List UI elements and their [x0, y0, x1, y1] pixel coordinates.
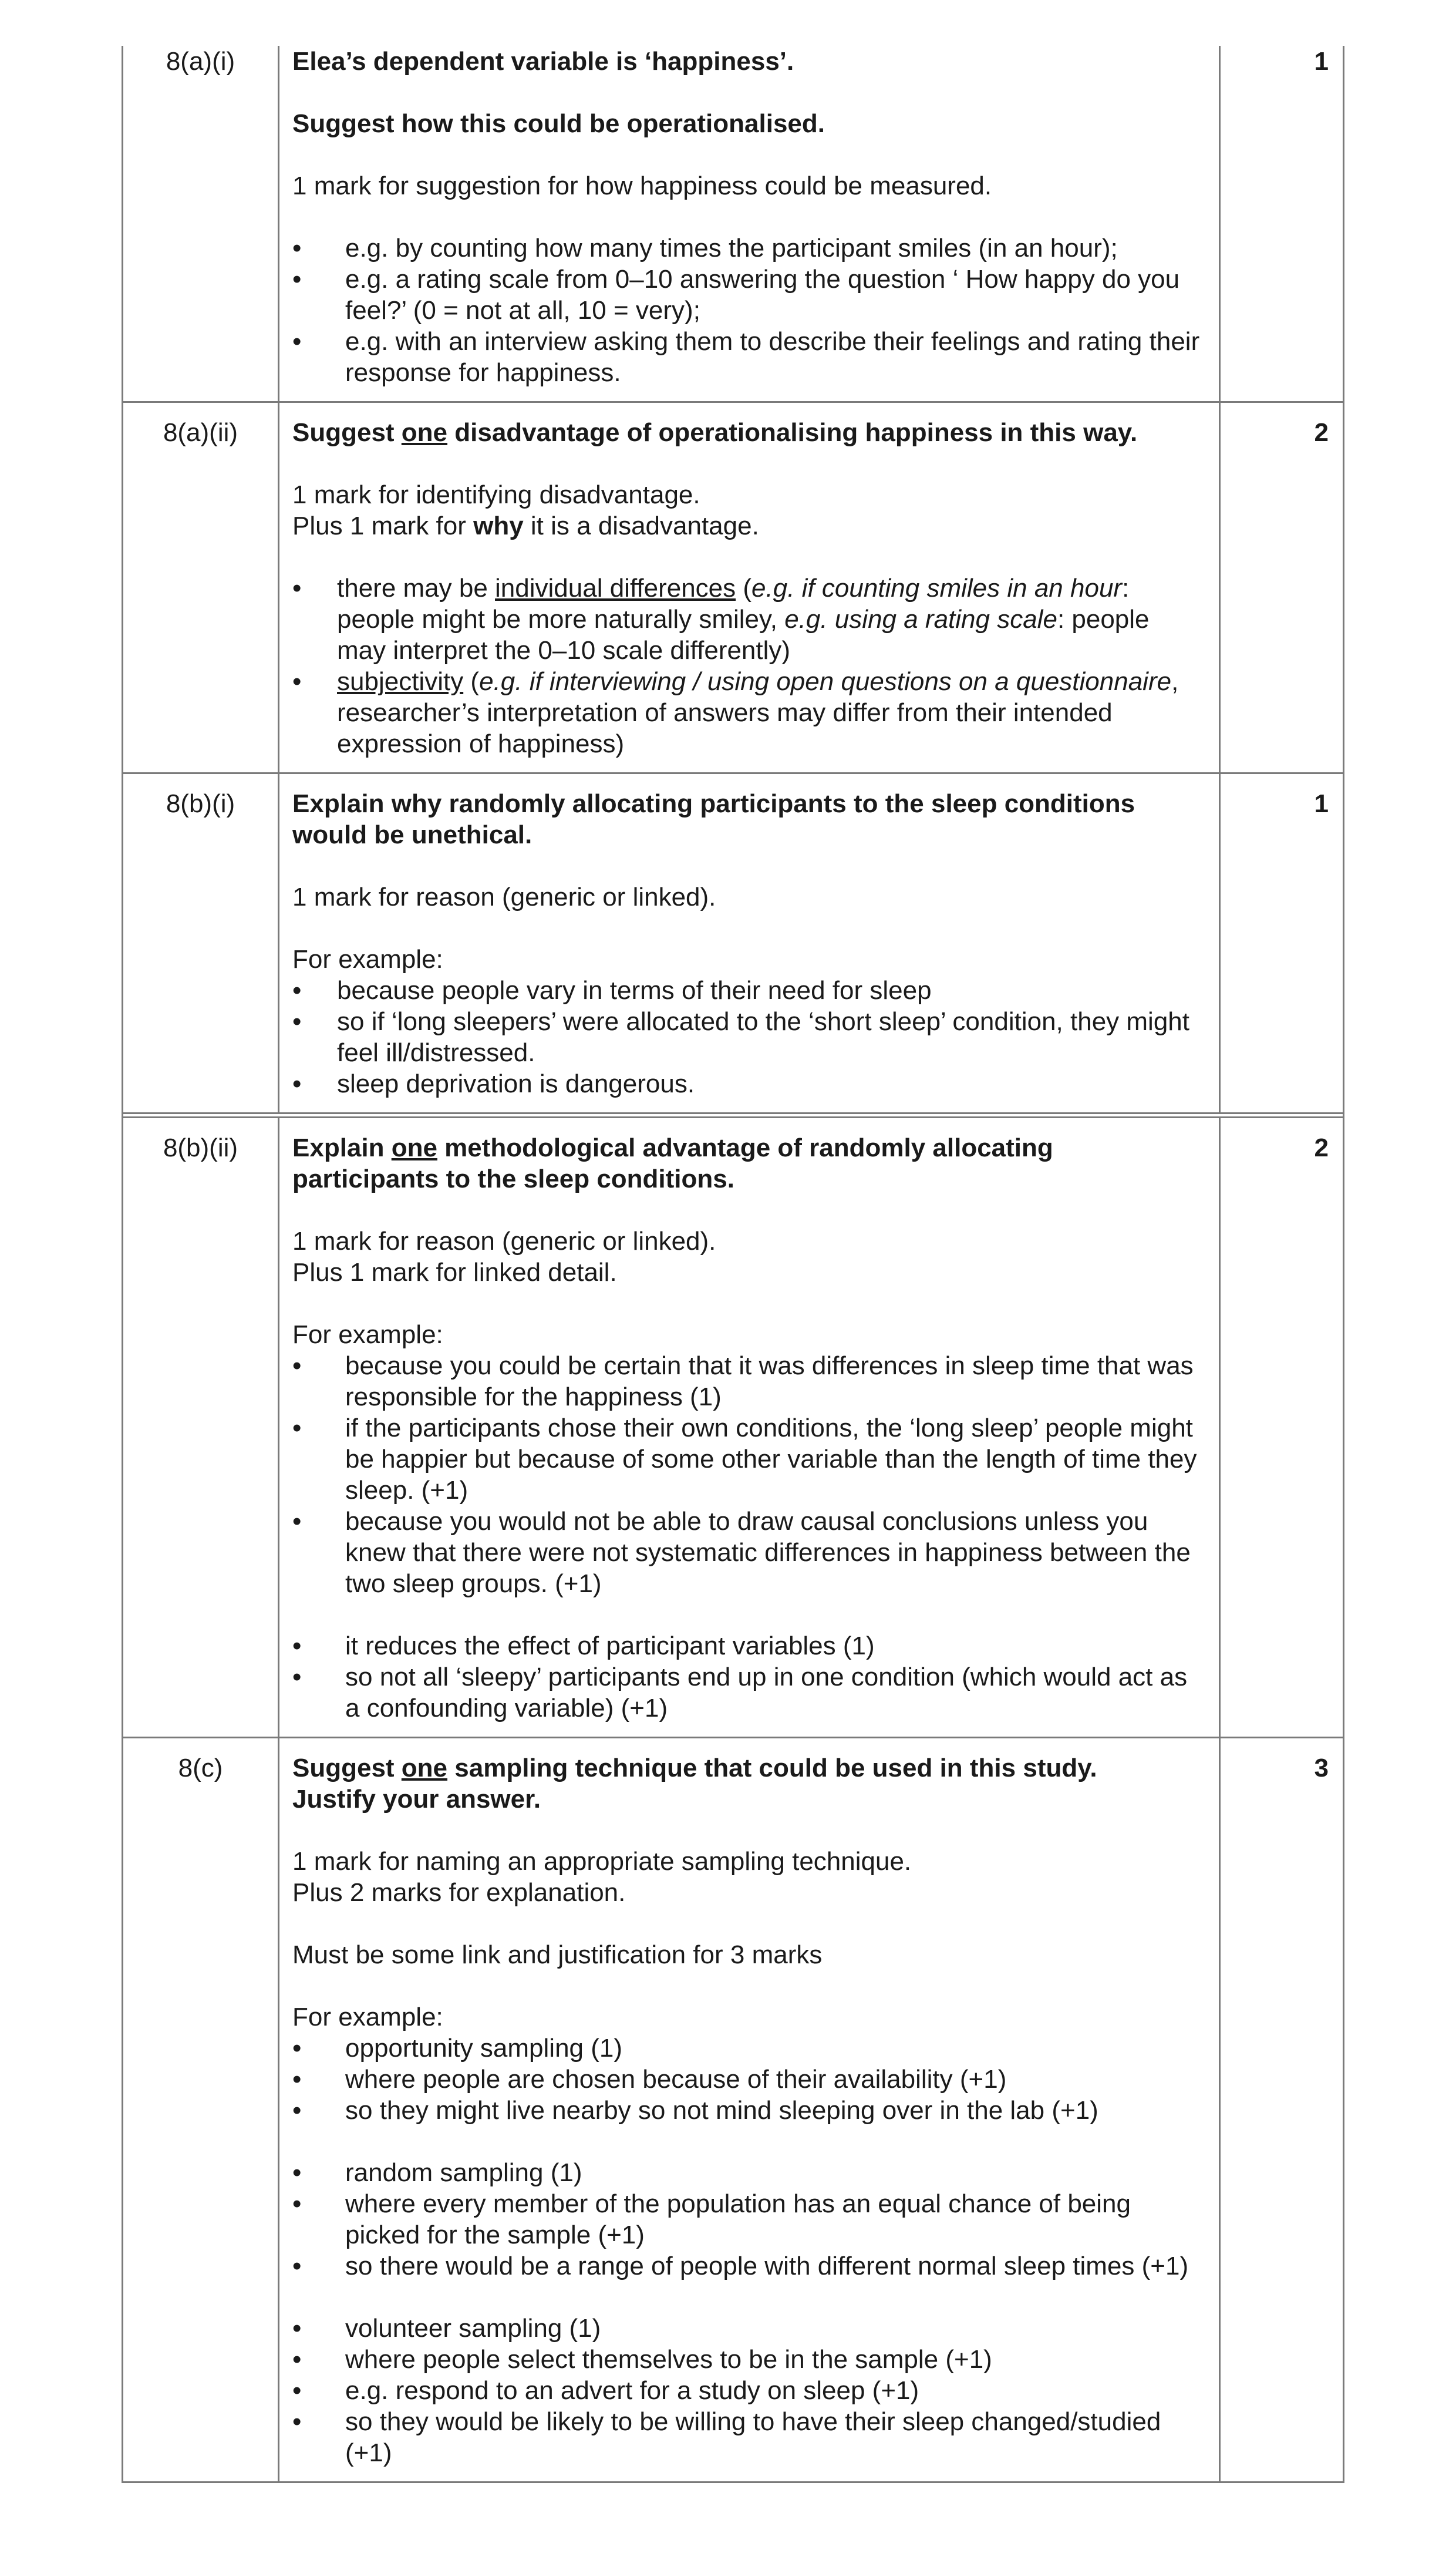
list-item: • because you could be certain that it was differences in sleep time that was responsible for the happiness (1) — [292, 1350, 1202, 1412]
list-item: • so if ‘long sleepers’ were allocated to the ‘short sleep’ condition, they might feel ill/distressed. — [292, 1006, 1202, 1068]
marks-value: 1 — [1314, 789, 1329, 818]
question-number: 8(a)(ii) — [123, 403, 279, 772]
bullet-list — [292, 1630, 1202, 1724]
list-item: • so not all ‘sleepy’ participants end up in one condition (which would act as a confounding variable) (+1) — [292, 1661, 1202, 1724]
question-text: Suggest how this could be operationalised. — [292, 109, 825, 138]
marking-guidance: Plus 2 marks for explanation. — [292, 1878, 626, 1907]
list-item: • opportunity sampling (1) — [292, 2033, 1202, 2064]
table-row — [123, 403, 1343, 774]
list-item: • where people select themselves to be in the sample (+1) — [292, 2344, 1202, 2375]
answer-cell — [279, 403, 1221, 772]
list-item: • e.g. a rating scale from 0–10 answering the question ‘ How happy do you feel?’ (0 = not at all, 10 = very); — [292, 264, 1202, 326]
question-number: 8(c) — [123, 1738, 279, 2481]
bullet-list — [292, 1350, 1202, 1599]
example-label: For example: — [292, 2003, 443, 2031]
marks-value: 2 — [1314, 1133, 1329, 1162]
table-row — [123, 1118, 1343, 1738]
answer-cell — [279, 774, 1221, 1112]
question-text: Elea’s dependent variable is ‘happiness’. — [292, 47, 794, 76]
question-text: Justify your answer. — [292, 1785, 541, 1814]
question-number: 8(b)(ii) — [123, 1118, 279, 1737]
marking-guidance: 1 mark for naming an appropriate sampling technique. — [292, 1847, 912, 1876]
bullet-list — [292, 573, 1202, 759]
bullet-list — [292, 2313, 1202, 2468]
list-item: • e.g. by counting how many times the participant smiles (in an hour); — [292, 233, 1202, 264]
question-text: Suggest one sampling technique that could be used in this study. — [292, 1754, 1097, 1782]
answer-cell — [279, 1738, 1221, 2481]
list-item: • because people vary in terms of their need for sleep — [292, 975, 1202, 1006]
list-item: • random sampling (1) — [292, 2157, 1202, 2188]
list-item: • e.g. with an interview asking them to describe their feelings and rating their response for happiness. — [292, 326, 1202, 388]
list-item: • so they might live nearby so not mind sleeping over in the lab (+1) — [292, 2095, 1202, 2126]
table-row — [123, 774, 1343, 1118]
example-label: For example: — [292, 1320, 443, 1349]
marking-guidance: 1 mark for identifying disadvantage. — [292, 480, 700, 509]
list-item: • there may be individual differences (e.g. if counting smiles in an hour: people might be more naturally smiley, e.g. using a rating scale: people may interpret the 0–10 scale differently) — [292, 573, 1202, 666]
bullet-list — [292, 2033, 1202, 2126]
list-item: • subjectivity (e.g. if interviewing / using open questions on a questionnaire, researcher’s interpretation of answers may differ from their intended expression of happiness) — [292, 666, 1202, 759]
question-text: Explain one methodological advantage of randomly allocating participants to the sleep conditions. — [292, 1133, 1053, 1193]
list-item: • so there would be a range of people with different normal sleep times (+1) — [292, 2250, 1202, 2282]
marks-value: 2 — [1314, 418, 1329, 447]
marking-guidance: Must be some link and justification for 3 marks — [292, 1940, 823, 1969]
marking-guidance: 1 mark for reason (generic or linked). — [292, 1227, 716, 1256]
marking-guidance: Plus 1 mark for why it is a disadvantage. — [292, 512, 759, 540]
list-item: • where people are chosen because of their availability (+1) — [292, 2064, 1202, 2095]
question-text: Suggest one disadvantage of operationalising happiness in this way. — [292, 418, 1138, 447]
list-item: • so they would be likely to be willing to have their sleep changed/studied (+1) — [292, 2406, 1202, 2468]
list-item: • if the participants chose their own conditions, the ‘long sleep’ people might be happier but because of some other variable than the length of time they sleep. (+1) — [292, 1412, 1202, 1506]
question-number: 8(a)(i) — [123, 46, 279, 401]
list-item: • sleep deprivation is dangerous. — [292, 1068, 1202, 1099]
marking-guidance: 1 mark for reason (generic or linked). — [292, 883, 716, 911]
marking-guidance: Plus 1 mark for linked detail. — [292, 1258, 617, 1287]
example-label: For example: — [292, 945, 443, 974]
answer-cell — [279, 46, 1221, 401]
table-row — [123, 46, 1343, 403]
list-item: • it reduces the effect of participant variables (1) — [292, 1630, 1202, 1661]
question-text: Explain why randomly allocating participants to the sleep conditions would be unethical. — [292, 789, 1135, 849]
list-item: • because you would not be able to draw causal conclusions unless you knew that there were not systematic differences in happiness between the two sleep groups. (+1) — [292, 1506, 1202, 1599]
list-item: • volunteer sampling (1) — [292, 2313, 1202, 2344]
mark-scheme-table — [122, 46, 1344, 2483]
marks-value: 3 — [1314, 1754, 1329, 1782]
bullet-list — [292, 975, 1202, 1099]
list-item: • e.g. respond to an advert for a study on sleep (+1) — [292, 2375, 1202, 2406]
bullet-list — [292, 233, 1202, 388]
marking-guidance: 1 mark for suggestion for how happiness could be measured. — [292, 171, 992, 200]
marks-value: 1 — [1314, 47, 1329, 76]
list-item: • where every member of the population has an equal chance of being picked for the sample (+1) — [292, 2188, 1202, 2250]
question-number: 8(b)(i) — [123, 774, 279, 1112]
bullet-list — [292, 2157, 1202, 2282]
table-row — [123, 1738, 1343, 2483]
answer-cell — [279, 1118, 1221, 1737]
